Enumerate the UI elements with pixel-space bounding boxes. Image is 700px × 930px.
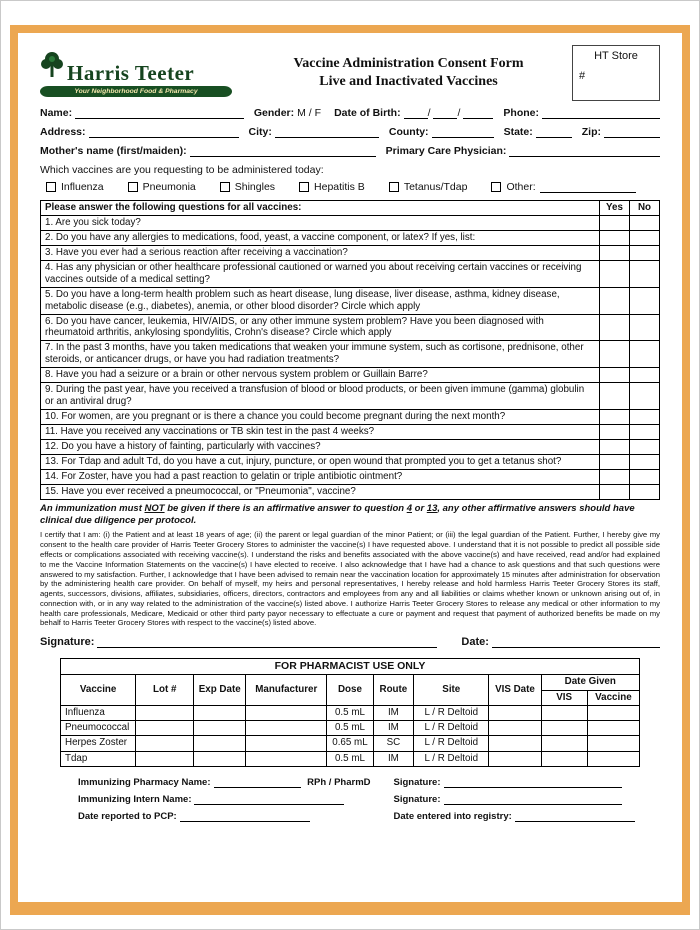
vis-date-cell[interactable] [489,721,541,736]
pharmacist-signature-field[interactable] [444,777,623,788]
exp-date-cell[interactable] [194,736,246,751]
pharmacist-section [60,658,640,767]
store-number-field[interactable]: # [579,70,586,82]
question-text: 7. In the past 3 months, have you taken medications that weaken your immune system, such as cortisone, prednisone, other steroids, or anticancer drugs, or have you had radiation treatments? [41,341,600,368]
col-route: Route [373,675,414,705]
question-text: 3. Have you ever had a serious reaction after receiving a vaccination? [41,245,600,260]
signature-label: Signature: [40,636,95,649]
questions-header: Please answer the following questions for all vaccines: [41,201,600,216]
question-text: 4. Has any physician or other healthcare professional cautioned or warned you about receiving certain vaccines or receiving vaccines outside of a medical setting? [41,260,600,287]
city-field[interactable] [275,127,379,138]
date-field[interactable] [492,637,660,648]
col-date-given-vis: VIS [541,690,587,705]
vis-date-cell[interactable] [489,705,541,720]
city-label: City: [248,126,272,138]
other-field[interactable] [540,182,636,193]
site-value[interactable]: L / R Deltoid [414,751,489,766]
yes-cell[interactable] [600,245,630,260]
pharmacist-row-tdap [61,751,640,766]
route-value: SC [373,736,414,751]
no-cell[interactable] [630,215,660,230]
col-exp-date: Exp Date [194,675,246,705]
manufacturer-cell[interactable] [246,721,327,736]
route-value: IM [373,721,414,736]
no-cell[interactable] [630,439,660,454]
harris-teeter-logo [40,45,245,97]
col-dose: Dose [327,675,373,705]
protocol-note: An immunization must NOT be given if there is an affirmative answer to question 4 or 13, any other affirmative answers should have clinical due diligence per protocol. [40,502,635,526]
pharmacy-name-label: Immunizing Pharmacy Name: [78,776,211,788]
question-row-9 [41,383,660,410]
state-label: State: [503,126,533,138]
route-value: IM [373,705,414,720]
manufacturer-cell[interactable] [246,751,327,766]
checkbox-icon[interactable] [389,182,399,192]
dose-value: 0.5 mL [327,751,373,766]
question-row-12 [41,439,660,454]
no-header: No [630,201,660,216]
no-cell[interactable] [630,341,660,368]
checkbox-tetanus-tdap[interactable] [389,181,468,193]
checkbox-icon[interactable] [128,182,138,192]
checkbox-pneumonia[interactable] [128,181,196,193]
vis-date-cell[interactable] [489,751,541,766]
date-given-vaccine-cell[interactable] [587,705,639,720]
yes-cell[interactable] [600,215,630,230]
exp-date-cell[interactable] [194,751,246,766]
question-text: 2. Do you have any allergies to medications, food, yeast, a vaccine component, or latex? If yes, list: [41,230,600,245]
signature-field[interactable] [97,637,437,648]
checkbox-icon[interactable] [46,182,56,192]
name-label: Name: [40,107,73,119]
patient-row-3 [40,145,660,157]
exp-date-cell[interactable] [194,721,246,736]
address-field[interactable] [89,127,239,138]
yes-cell[interactable] [600,439,630,454]
consent-form [10,25,690,915]
no-cell[interactable] [630,368,660,383]
question-text: 9. During the past year, have you received a transfusion of blood or blood products, or been given immune (gamma) globulin or an antiviral drug? [41,383,600,410]
gender-options[interactable]: M / F [297,107,322,119]
no-cell[interactable] [630,287,660,314]
question-text: 10. For women, are you pregnant or is there a chance you could become pregnant during the next month? [41,410,600,425]
yes-cell[interactable] [600,425,630,440]
dose-value: 0.5 mL [327,721,373,736]
vis-date-cell[interactable] [489,736,541,751]
form-header [40,45,660,101]
consent-legal-text: I certify that I am: (i) the Patient and at least 18 years of age; (ii) the parent or legal guardian of the minor Patient; or (iii) the legal guardian of the Patient. Further, I hereby give my consent to the health care provider of Harris Teeter Grocery Stores to administer the vaccine(s) I have requested above. I understand that it is not possible to predict all possible side effects or complications associated with receiving vaccine(s). I understand the risks and benefits associated with the above vaccine(s) and have received, read and/or had explained to me the Vaccine Information Statements on the vaccine(s) I have elected to receive. I also acknowledge that I have had a chance to ask questions and that such questions were answered to my satisfaction. Further, I acknowledge that I have been advised to remain near the vaccination location for approximately 15 minutes after administration for observation by the administering health care provider. On behalf of myself, my heirs and personal representatives, I hereby release and hold harmless Harris Teeter Grocery Stores its staff, agents, successors, divisions, affiliates, subsidiaries, officers, directors, contractors and employees from any and all liabilities or claims whether known or unknown arising out of, in connection with, or in any way related to the administration of the vaccine(s) listed above. I authorize Harris Teeter Grocery Stores to release any medical or other information to my health care professionals, Medicare, Medicaid or other third party payor necessary to effectuate a cure or payment and request that payment of authorized benefits be made on my behalf to Harris Teeter Grocery Stores with respect to the vaccine(s) listed above. [40,530,660,628]
date-given-vaccine-cell[interactable] [587,736,639,751]
gender-label: Gender: [253,107,295,119]
yes-cell[interactable] [600,341,630,368]
col-lot: Lot # [136,675,194,705]
intern-signature-field[interactable] [444,794,623,805]
state-field[interactable] [536,127,572,138]
pharmacist-row-herpes-zoster [61,736,640,751]
no-cell[interactable] [630,314,660,341]
checkbox-label: Pneumonia [142,181,196,193]
yes-header: Yes [600,201,630,216]
zip-field[interactable] [604,127,660,138]
patient-row-2 [40,126,660,138]
store-label: HT Store [594,50,638,62]
site-value[interactable]: L / R Deltoid [414,736,489,751]
tree-icon [40,51,64,84]
address-label: Address: [40,126,86,138]
vaccine-checkbox-row [46,181,660,193]
checkbox-influenza[interactable] [46,181,104,193]
question-row-11 [41,425,660,440]
lot-cell[interactable] [136,751,194,766]
no-cell[interactable] [630,484,660,499]
logo-tagline: Your Neighborhood Food & Pharmacy [40,86,232,97]
yes-cell[interactable] [600,454,630,469]
lot-cell[interactable] [136,721,194,736]
dob-separator: / [457,107,461,119]
manufacturer-cell[interactable] [246,705,327,720]
route-value: IM [373,751,414,766]
col-vaccine: Vaccine [61,675,136,705]
dose-value: 0.5 mL [327,705,373,720]
no-cell[interactable] [630,425,660,440]
no-cell[interactable] [630,245,660,260]
vaccine-request-prompt: Which vaccines are you requesting to be administered today: [40,164,324,176]
pharmacist-table [60,658,640,767]
yes-cell[interactable] [600,287,630,314]
dob-day-field[interactable] [433,108,457,119]
checkbox-icon[interactable] [299,182,309,192]
question-row-8 [41,368,660,383]
date-given-vis-cell[interactable] [541,721,587,736]
yes-cell[interactable] [600,410,630,425]
yes-cell[interactable] [600,314,630,341]
registry-field[interactable] [515,811,635,822]
no-cell[interactable] [630,410,660,425]
question-row-4 [41,260,660,287]
pcp-label: Primary Care Physician: [385,145,507,157]
patient-row-1 [40,107,660,119]
footer-row-2 [78,794,622,805]
question-row-14 [41,469,660,484]
vaccine-name: Herpes Zoster [61,736,136,751]
yes-cell[interactable] [600,484,630,499]
title-line-1: Vaccine Administration Consent Form [293,56,524,71]
question-text: 6. Do you have cancer, leukemia, HIV/AIDS, or any other immune system problem? Have you been diagnosed with rheumatoid arthritis, ankylosing spondylitis, Crohn's disease? Circle which apply [41,314,600,341]
registry-label: Date entered into registry: [393,810,512,822]
pharmacist-title: FOR PHARMACIST USE ONLY [61,659,640,675]
col-date-given: Date Given [541,675,639,690]
date-given-vis-cell[interactable] [541,705,587,720]
store-number-box [572,45,660,101]
question-row-7 [41,341,660,368]
lot-cell[interactable] [136,705,194,720]
checkbox-label: Hepatitis B [314,181,365,193]
yes-cell[interactable] [600,368,630,383]
screening-questions-table [40,200,660,500]
question-row-10 [41,410,660,425]
footer-row-1 [78,777,622,788]
question-row-6 [41,314,660,341]
title-line-2: Live and Inactivated Vaccines [319,74,498,90]
dob-year-field[interactable] [463,108,493,119]
vaccine-name: Tdap [61,751,136,766]
county-label: County: [388,126,429,138]
question-text: 8. Have you had a seizure or a brain or other nervous system problem or Guillain Barre? [41,368,600,383]
form-title [245,45,572,91]
checkbox-shingles[interactable] [220,181,275,193]
exp-date-cell[interactable] [194,705,246,720]
intern-name-field[interactable] [194,794,344,805]
checkbox-label: Influenza [61,181,104,193]
zip-label: Zip: [581,126,601,138]
date-label: Date: [461,636,489,649]
question-text: 11. Have you received any vaccinations or TB skin test in the past 4 weeks? [41,425,600,440]
logo-wordmark: Harris Teeter [67,61,195,85]
col-vis-date: VIS Date [489,675,541,705]
date-given-vaccine-cell[interactable] [587,721,639,736]
question-row-15 [41,484,660,499]
other-label: Other: [506,181,536,193]
question-text: 14. For Zoster, have you had a past reaction to gelatin or triple antibiotic ointment? [41,469,600,484]
question-row-13 [41,454,660,469]
checkbox-other[interactable] [491,181,635,193]
pharmacist-title-row [61,659,640,675]
name-field[interactable] [75,108,244,119]
credential-label: RPh / PharmD [307,776,371,788]
intern-name-label: Immunizing Intern Name: [78,793,192,805]
yes-cell[interactable] [600,260,630,287]
pharmacist-signature-label: Signature: [393,776,441,788]
pcp-report-label: Date reported to PCP: [78,810,177,822]
pharmacist-row-pneumococcal [61,721,640,736]
date-given-vis-cell[interactable] [541,736,587,751]
vaccine-name: Influenza [61,705,136,720]
question-text: 12. Do you have a history of fainting, particularly with vaccines? [41,439,600,454]
pharmacy-name-field[interactable] [214,777,302,788]
dob-label: Date of Birth: [334,107,401,119]
mother-name-label: Mother's name (first/maiden): [40,145,187,157]
yes-cell[interactable] [600,383,630,410]
yes-cell[interactable] [600,230,630,245]
date-given-vis-cell[interactable] [541,751,587,766]
col-date-given-vaccine: Vaccine [587,690,639,705]
checkbox-hepatitis-b[interactable] [299,181,365,193]
intern-signature-label: Signature: [393,793,441,805]
lot-cell[interactable] [136,736,194,751]
question-row-5 [41,287,660,314]
question-row-3 [41,245,660,260]
no-cell[interactable] [630,469,660,484]
question-text: 13. For Tdap and adult Td, do you have a cut, injury, puncture, or open wound that prompted you to get a tetanus shot? [41,454,600,469]
pcp-field[interactable] [509,146,660,157]
vaccine-name: Pneumococcal [61,721,136,736]
question-row-1 [41,215,660,230]
not-emphasis: NOT [144,502,165,514]
phone-field[interactable] [542,108,660,119]
checkbox-label: Tetanus/Tdap [403,181,468,193]
dob-separator: / [427,107,431,119]
dob-month-field[interactable] [404,108,428,119]
no-cell[interactable] [630,230,660,245]
no-cell[interactable] [630,454,660,469]
pharmacist-row-influenza [61,705,640,720]
manufacturer-cell[interactable] [246,736,327,751]
yes-cell[interactable] [600,469,630,484]
site-value[interactable]: L / R Deltoid [414,705,489,720]
pharmacist-header-row [61,675,640,690]
pharmacy-footer [40,777,660,822]
checkbox-icon[interactable] [491,182,501,192]
date-given-vaccine-cell[interactable] [587,751,639,766]
question-row-2 [41,230,660,245]
question-text: 15. Have you ever received a pneumococcal, or "Pneumonia", vaccine? [41,484,600,499]
questions-header-row [41,201,660,216]
col-manufacturer: Manufacturer [246,675,327,705]
phone-label: Phone: [503,107,539,119]
checkbox-label: Shingles [234,181,276,193]
question-text: 5. Do you have a long-term health problem such as heart disease, lung disease, liver disease, asthma, kidney disease, metabolic disease (e.g., diabetes), anemia, or other blood disorder? Circle which apply [41,287,600,314]
mother-name-field[interactable] [190,146,376,157]
question-text: 1. Are you sick today? [41,215,600,230]
pcp-report-field[interactable] [180,811,310,822]
col-site: Site [414,675,489,705]
footer-row-3 [78,811,622,822]
checkbox-icon[interactable] [220,182,230,192]
no-cell[interactable] [630,260,660,287]
dose-value: 0.65 mL [327,736,373,751]
signature-row [40,636,660,648]
site-value[interactable]: L / R Deltoid [414,721,489,736]
county-field[interactable] [432,127,494,138]
no-cell[interactable] [630,383,660,410]
